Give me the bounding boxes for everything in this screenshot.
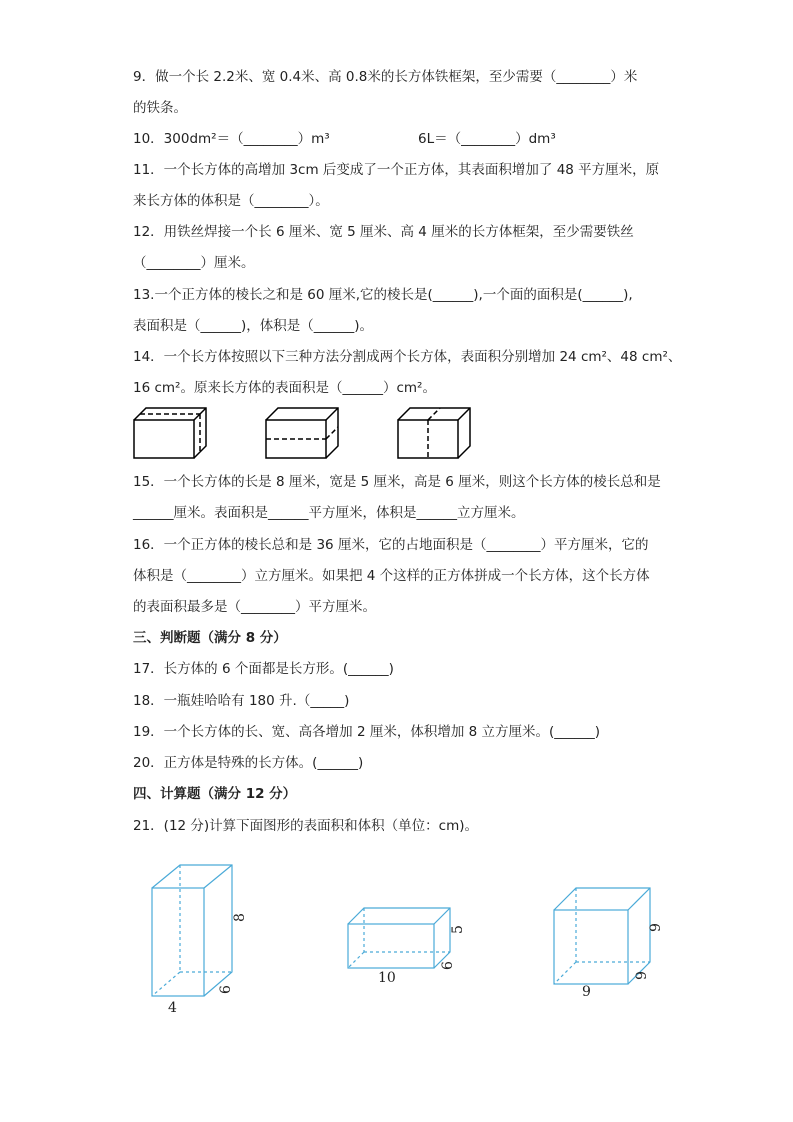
fig3-height-label: 9 (648, 923, 664, 932)
q17-line: 17．长方体的 6 个面都是长方形。(______) (133, 661, 394, 677)
q14-line1: 14．一个长方体按照以下三种方法分割成两个长方体，表面积分别增加 24 cm²、48 cm²、 (133, 349, 682, 365)
q15-line2: ______厘米。表面积是______平方厘米，体积是______立方厘米。 (133, 505, 525, 521)
q11-line2: 来长方体的体积是（________）。 (133, 193, 329, 209)
fig3-width-label: 9 (582, 984, 591, 1000)
q12-line2: （________）厘米。 (133, 255, 255, 271)
cuboid-figure-1 (140, 860, 260, 1020)
q9-line1: 9．做一个长 2.2米、宽 0.4米、高 0.8米的长方体铁框架，至少需要（________）米 (133, 69, 638, 85)
q16-line1: 16．一个正方体的棱长总和是 36 厘米，它的占地面积是（________）平方厘米，它的 (133, 537, 649, 553)
q10-part1: 10．300dm²＝（________）m³ (133, 131, 330, 147)
q14-line2: 16 cm²。原来长方体的表面积是（______）cm²。 (133, 380, 436, 396)
q10-part2: 6L＝（________）dm³ (418, 131, 556, 147)
cut-diagram-3 (396, 406, 476, 462)
q16-line2: 体积是（________）立方厘米。如果把 4 个这样的正方体拼成一个长方体，这个长方体 (133, 568, 650, 584)
q12-line1: 12．用铁丝焊接一个长 6 厘米、宽 5 厘米、高 4 厘米的长方体框架，至少需要铁丝 (133, 224, 634, 240)
fig1-height-label: 8 (232, 913, 248, 922)
q18-line: 18．一瓶娃哈哈有 180 升.（_____) (133, 693, 350, 709)
q19-line: 19．一个长方体的长、宽、高各增加 2 厘米，体积增加 8 立方厘米。(______) (133, 724, 601, 740)
q13-line1: 13.一个正方体的棱长之和是 60 厘米,它的棱长是(______),一个面的面积是(______), (133, 287, 633, 303)
fig1-width-label: 4 (168, 1000, 177, 1016)
fig2-width-label: 10 (378, 970, 396, 986)
cut-diagram-1 (132, 406, 212, 462)
q11-line1: 11．一个长方体的高增加 3cm 后变成了一个正方体，其表面积增加了 48 平方厘米，原 (133, 162, 660, 178)
q20-line: 20．正方体是特殊的长方体。(______) (133, 755, 364, 771)
fig2-depth-label: 6 (440, 961, 456, 970)
cube-figure-3 (540, 880, 680, 1010)
q16-line3: 的表面积最多是（________）平方厘米。 (133, 599, 376, 615)
q13-line2: 表面积是（______)，体积是（______)。 (133, 318, 374, 334)
cuboid-figure-2 (340, 898, 480, 998)
fig2-height-label: 5 (450, 925, 466, 934)
fig1-depth-label: 6 (218, 985, 234, 994)
cut-diagram-2 (264, 406, 344, 462)
q21-line: 21．(12 分)计算下面图形的表面积和体积（单位：cm)。 (133, 818, 479, 834)
q9-line2: 的铁条。 (133, 100, 187, 116)
fig3-depth-label: 9 (634, 971, 650, 980)
section-3-heading: 三、判断题（满分 8 分） (133, 630, 287, 646)
section-4-heading: 四、计算题（满分 12 分） (133, 786, 297, 802)
q15-line1: 15．一个长方体的长是 8 厘米，宽是 5 厘米，高是 6 厘米，则这个长方体的棱长总和是 (133, 474, 661, 490)
